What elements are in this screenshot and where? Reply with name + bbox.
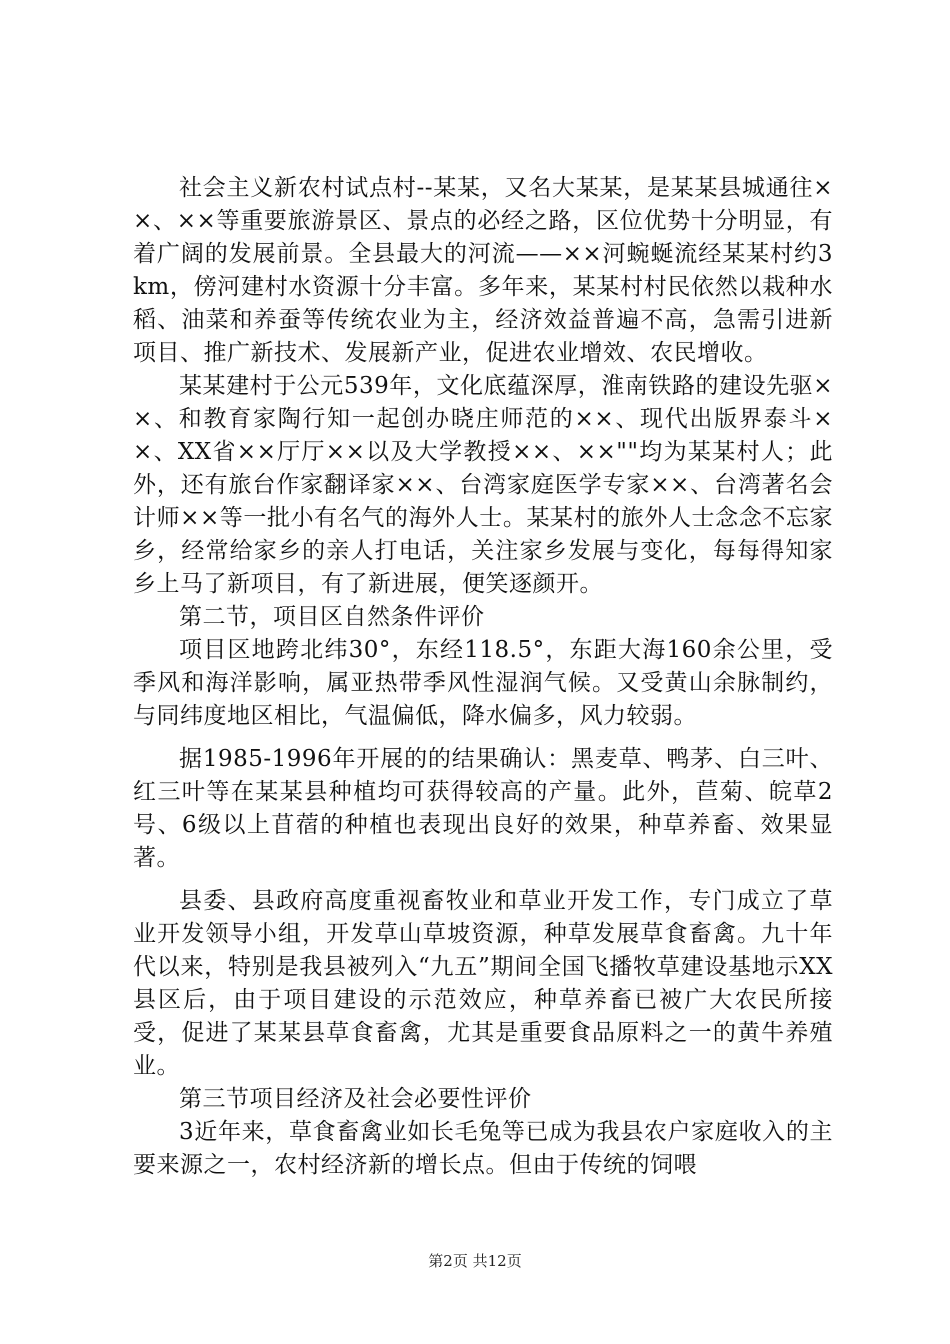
section-heading-natural-conditions: 第二节，项目区自然条件评价 bbox=[179, 604, 485, 630]
page-number-footer: 第2页 共12页 bbox=[428, 1252, 522, 1270]
paragraph-government-support: 县委、县政府高度重视畜牧业和草业开发工作，专门成立了草业开发领导小组，开发草山草坡资源，种草发展草食畜禽。九十年代以来，特别是我县被列入“九五”期间全国飞播牧草建设基地示XX县区后，由于项目建设的示范效应，种草养畜已被广大农民所接受，促进了某某县草食畜禽，尤其是重要食品原料之一的黄牛养殖业。 bbox=[133, 888, 833, 1079]
section-heading-economic-necessity: 第三节项目经济及社会必要性评价 bbox=[179, 1086, 532, 1112]
paragraph-village-intro: 社会主义新农村试点村--某某，又名大某某，是某某县城通往××、××等重要旅游景区、景点的必经之路，区位优势十分明显，有着广阔的发展前景。全县最大的河流——××河蜿蜒流经某某村约3km，傍河建村水资源十分丰富。多年来，某某村村民依然以栽种水稻、油菜和养蚕等传统农业为主，经济效益普遍不高，急需引进新项目、推广新技术、发展新产业，促进农业增效、农民增收。 bbox=[133, 175, 833, 366]
paragraph-grass-trials: 据1985-1996年开展的的结果确认：黑麦草、鸭茅、白三叶、红三叶等在某某县种植均可获得较高的产量。此外，苣菊、皖草2号、6级以上苜蓿的种植也表现出良好的效果，种草养畜、效果显著。 bbox=[133, 746, 833, 871]
document-body bbox=[133, 172, 833, 1182]
paragraph-village-history: 某某建村于公元539年，文化底蕴深厚，淮南铁路的建设先驱××、和教育家陶行知一起创办晓庄师范的××、现代出版界泰斗××、XX省××厅厅××以及大学教授××、××""均为某某村人；此外，还有旅台作家翻译家××、台湾家庭医学专家××、台湾著名会计师××等一批小有名气的海外人士。某某村的旅外人士念念不忘家乡，经常给家乡的亲人打电话，关注家乡发展与变化，每每得知家乡上马了新项目，有了新进展，便笑逐颜开。 bbox=[133, 373, 833, 597]
paragraph-climate: 项目区地跨北纬30°，东经118.5°，东距大海160余公里，受季风和海洋影响，属亚热带季风性湿润气候。又受黄山余脉制约，与同纬度地区相比，气温偏低，降水偏多，风力较弱。 bbox=[133, 637, 833, 729]
paragraph-economic-growth: 3近年来，草食畜禽业如长毛兔等已成为我县农户家庭收入的主要来源之一，农村经济新的增长点。但由于传统的饲喂 bbox=[133, 1119, 833, 1178]
